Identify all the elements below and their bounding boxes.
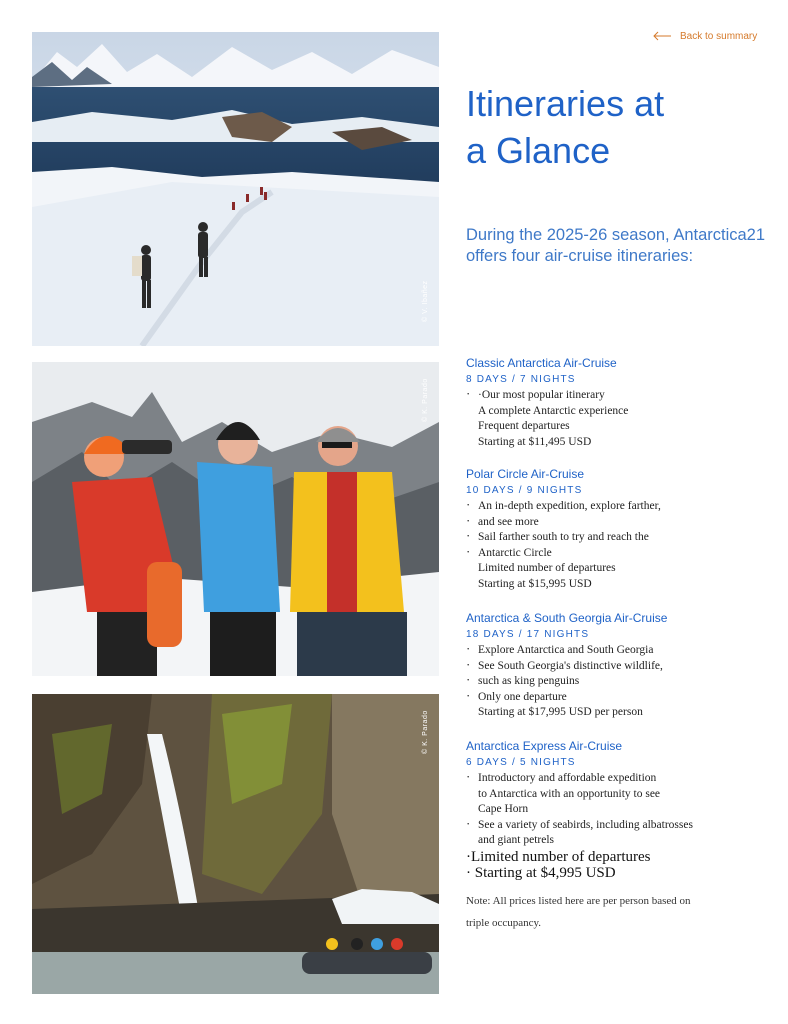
itinerary-line: Limited number of departures — [478, 562, 616, 575]
back-to-summary-link[interactable] — [652, 30, 757, 42]
express-closing — [466, 849, 651, 881]
itinerary-line: Starting at $11,495 USD — [478, 435, 592, 448]
itinerary-line: · Introductory and affordable expedition — [466, 771, 766, 787]
itinerary-line: · See South Georgia's distinctive wildlife, — [466, 659, 766, 675]
itinerary-name: Classic Antarctica Air-Cruise — [466, 356, 617, 370]
photo-waterfall — [32, 694, 439, 994]
itinerary-name: Antarctica & South Georgia Air-Cruise — [466, 611, 668, 625]
title-line-1: Itineraries at — [466, 83, 665, 124]
pricing-note: Note: All prices listed here are per person based on triple occupancy. — [466, 895, 691, 929]
photo-credit: © K. Parado — [422, 710, 429, 754]
itinerary-line: Starting at $17,995 USD per person — [478, 706, 643, 719]
itinerary-line: · An in-depth expedition, explore farther, — [466, 499, 766, 515]
itinerary-line: Cape Horn — [478, 803, 529, 816]
closing-line-2: · Starting at $4,995 USD — [466, 865, 616, 881]
itinerary-line: · and see more — [466, 515, 766, 531]
itinerary-line: · ·Our most popular itinerary — [466, 388, 766, 404]
page-title — [466, 80, 766, 174]
itinerary-duration: 10 DAYS / 9 NIGHTS — [466, 485, 583, 496]
itinerary-name: Polar Circle Air-Cruise — [466, 467, 585, 481]
itinerary-duration: 6 DAYS / 5 NIGHTS — [466, 757, 576, 768]
closing-line-1: ·Limited number of departures — [466, 849, 651, 865]
photo-credit: © V. Ibañez — [422, 280, 429, 322]
title-line-2: a Glance — [466, 130, 611, 171]
photo-credit: © K. Parado — [422, 378, 429, 422]
itinerary-line: · See a variety of seabirds, including albatrosses — [466, 818, 766, 834]
intro-text: During the 2025-26 season, Antarctica21 offers four air-cruise itineraries: — [466, 226, 766, 265]
itinerary-line: · Only one departure — [466, 690, 766, 706]
photo-snow-hike — [32, 32, 439, 346]
itinerary-line: · Explore Antarctica and South Georgia — [466, 643, 766, 659]
itinerary-duration: 8 DAYS / 7 NIGHTS — [466, 374, 576, 385]
back-link-label: Back to summary — [680, 30, 758, 42]
itinerary-line: A complete Antarctic experience — [478, 404, 629, 417]
itinerary-name: Antarctica Express Air-Cruise — [466, 739, 623, 753]
itinerary-express — [466, 739, 766, 849]
itinerary-line: to Antarctica with an opportunity to see — [478, 787, 661, 800]
arrow-left-icon — [652, 30, 672, 42]
itinerary-line: Frequent departures — [478, 420, 570, 433]
itinerary-line: · such as king penguins — [466, 674, 766, 690]
itinerary-line: · Antarctic Circle — [466, 546, 766, 562]
itinerary-duration: 18 DAYS / 17 NIGHTS — [466, 629, 590, 640]
itinerary-classic — [466, 356, 766, 450]
itinerary-line: and giant petrels — [478, 834, 555, 847]
itinerary-line: Starting at $15,995 USD — [478, 577, 592, 590]
itinerary-south-georgia — [466, 611, 766, 721]
itinerary-polar-circle — [466, 467, 766, 593]
photo-hikers — [32, 362, 439, 676]
itinerary-line: · Sail farther south to try and reach the — [466, 530, 766, 546]
